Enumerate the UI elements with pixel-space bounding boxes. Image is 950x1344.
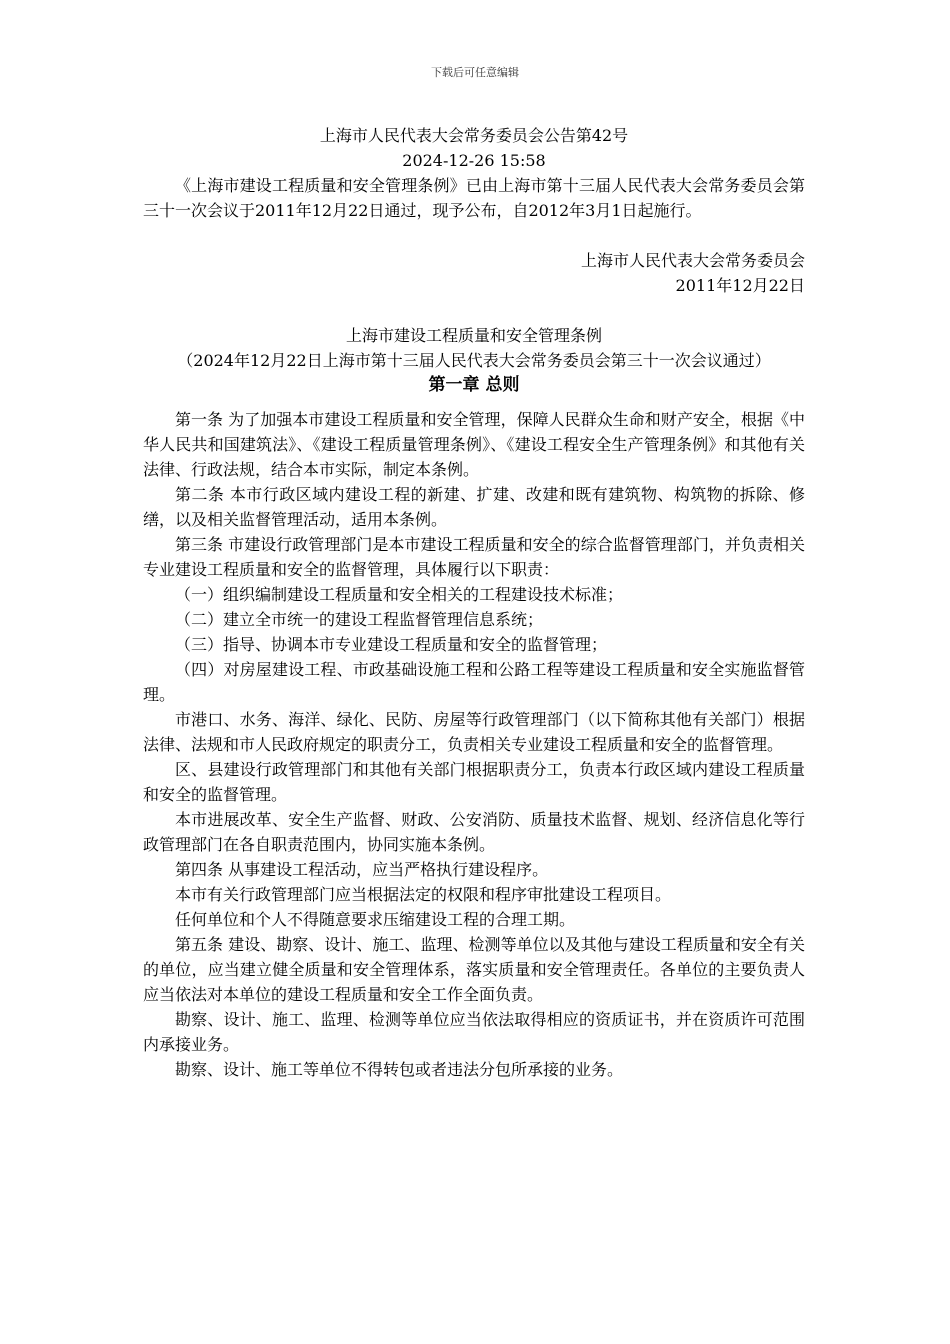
announcement-datetime: 2024-12-26 15:58 [402, 151, 546, 170]
article-paragraph: 第二条 本市行政区域内建设工程的新建、扩建、改建和既有建筑物、构筑物的拆除、修缮，以及相关监督管理活动，适用本条例。 [143, 485, 805, 529]
article-paragraph: 勘察、设计、施工、监理、检测等单位应当依法取得相应的资质证书，并在资质许可范围内承接业务。 [143, 1010, 805, 1054]
regulation-adoption-note: （2024年12月22日上海市第十三届人民代表大会常务委员会第三十一次会议通过） [177, 351, 771, 370]
document-body [143, 123, 805, 1082]
article-paragraph: 区、县建设行政管理部门和其他有关部门根据职责分工，负责本行政区域内建设工程质量和安全的监督管理。 [143, 760, 805, 804]
list-item: （四）对房屋建设工程、市政基础设施工程和公路工程等建设工程质量和安全实施监督管理。 [143, 660, 805, 704]
announcement-title: 上海市人民代表大会常务委员会公告第42号 [319, 126, 629, 145]
list-item: （一）组织编制建设工程质量和安全相关的工程建设技术标准； [175, 585, 624, 604]
announcement-sign-date: 2011年12月22日 [675, 276, 805, 295]
list-item: （二）建立全市统一的建设工程监督管理信息系统； [175, 610, 544, 629]
announcement-body: 《上海市建设工程质量和安全管理条例》已由上海市第十三届人民代表大会常务委员会第三十一次会议于2011年12月22日通过，现予公布，自2012年3月1日起施行。 [143, 176, 805, 220]
article-paragraph: 市港口、水务、海洋、绿化、民防、房屋等行政管理部门（以下简称其他有关部门）根据法律、法规和市人民政府规定的职责分工，负责相关专业建设工程质量和安全的监督管理。 [143, 710, 805, 754]
spacer [143, 223, 805, 248]
spacer [143, 298, 805, 323]
article-paragraph: 第五条 建设、勘察、设计、施工、监理、检测等单位以及其他与建设工程质量和安全有关的单位，应当建立健全质量和安全管理体系，落实质量和安全管理责任。各单位的主要负责人应当依法对本单位的建设工程质量和安全工作全面负责。 [143, 935, 805, 1004]
article-paragraph: 本市进展改革、安全生产监督、财政、公安消防、质量技术监督、规划、经济信息化等行政管理部门在各自职责范围内，协同实施本条例。 [143, 810, 805, 854]
regulation-title: 上海市建设工程质量和安全管理条例 [345, 326, 602, 345]
chapter-title: 第一章 总则 [428, 375, 520, 395]
article-paragraph: 勘察、设计、施工等单位不得转包或者违法分包所承接的业务。 [175, 1060, 624, 1079]
article-paragraph: 第四条 从事建设工程活动，应当严格执行建设程序。 [175, 860, 549, 879]
article-paragraph: 第三条 市建设行政管理部门是本市建设工程质量和安全的综合监督管理部门，并负责相关专业建设工程质量和安全的监督管理，具体履行以下职责： [143, 535, 805, 579]
list-item: （三）指导、协调本市专业建设工程质量和安全的监督管理； [175, 635, 608, 654]
article-paragraph: 本市有关行政管理部门应当根据法定的权限和程序审批建设工程项目。 [175, 885, 672, 904]
announcement-signature: 上海市人民代表大会常务委员会 [580, 251, 805, 270]
article-paragraph: 任何单位和个人不得随意要求压缩建设工程的合理工期。 [175, 910, 576, 929]
header-note: 下载后可任意编辑 [431, 66, 519, 79]
article-paragraph: 第一条 为了加强本市建设工程质量和安全管理，保障人民群众生命和财产安全，根据《中华人民共和国建筑法》、《建设工程质量管理条例》、《建设工程安全生产管理条例》和其他有关法律、行政法规，结合本市实际，制定本条例。 [143, 410, 805, 479]
